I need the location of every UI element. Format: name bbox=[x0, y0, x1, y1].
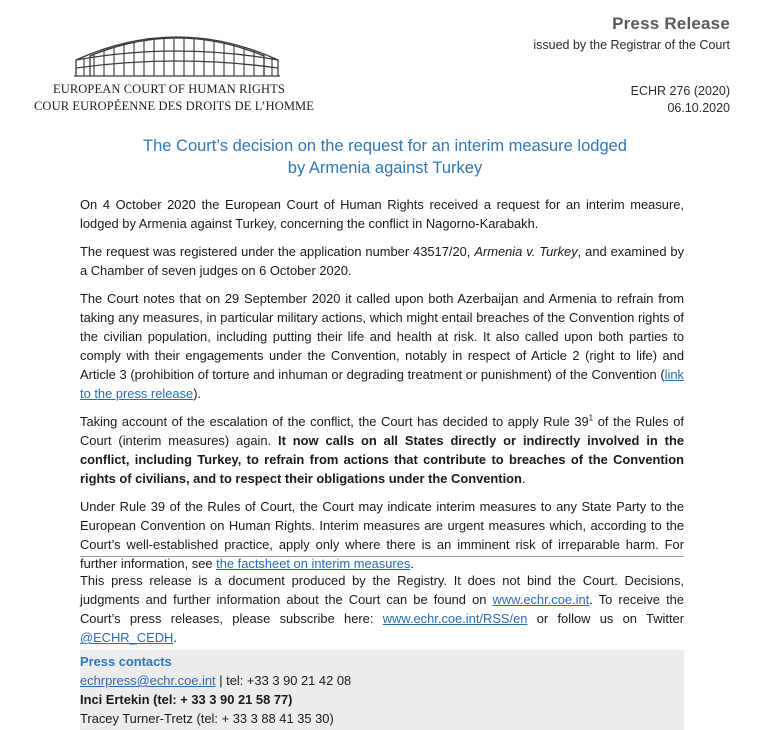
paragraph-3-text-a: The Court notes that on 29 September 2020 it called upon both Azerbaijan and Armenia to refrain from taking any measures, in particular military actions, which might entail breaches of the Convention rights of the civilian population, including putting their life and health at risk. It also called upon both parties to comply with their engagements under the Convention, notably in respect of Article 2 (right to life) and Article 3 (prohibition of torture and inhuman or degrading treatment or punishment) of the Convention ( bbox=[80, 291, 684, 382]
court-name-en: EUROPEAN COURT OF HUMAN RIGHTS bbox=[53, 82, 285, 96]
press-release-label: Press Release bbox=[612, 14, 730, 33]
paragraph-4-text-c: . bbox=[521, 471, 526, 486]
paragraph-4-bold: It now calls on all States directly or indirectly involved in the conflict, including Turkey, to refrain from actions that contribute to breaches of the Convention rights of civilians, and to respect their obligations under the Convention bbox=[80, 433, 684, 486]
contact-1-text: Inci Ertekin (tel: + 33 3 90 21 58 77) bbox=[80, 692, 293, 707]
title-line-2: by Armenia against Turkey bbox=[287, 159, 483, 177]
paragraph-3-text-b: ). bbox=[193, 386, 202, 401]
paragraph-4 bbox=[80, 412, 684, 488]
reference-number: ECHR 276 (2020) bbox=[630, 84, 730, 98]
paragraph-1: On 4 October 2020 the European Court of Human Rights received a request for an interim measure, lodged by Armenia against Turkey, concerning the conflict in Nagorno-Karabakh. bbox=[80, 197, 684, 231]
footer-text-d: . bbox=[173, 630, 177, 645]
paragraph-5-text-a: Under Rule 39 of the Rules of Court, the Court may indicate interim measures to any State Party to the European Convention on Human Rights. Interim measures are urgent measures which, according to the Court’s well-established practice, apply only where there is an imminent risk of irreparable harm. For further information, see bbox=[80, 499, 684, 571]
paragraph-2 bbox=[80, 242, 684, 280]
press-email-line bbox=[80, 671, 684, 690]
press-email-link[interactable]: echrpress@echr.coe.int bbox=[80, 673, 216, 688]
article-body bbox=[80, 195, 684, 582]
paragraph-2-text-b: , and examined by a Chamber of seven judges on 6 October 2020. bbox=[80, 244, 685, 278]
paragraph-4-text-b: of the Rules of Court (interim measures) again. bbox=[80, 414, 684, 448]
contact-2: Tracey Turner-Tretz (tel: + 33 3 88 41 35 30) bbox=[80, 711, 334, 726]
paragraph-2-text-a: The request was registered under the application number 43517/20, bbox=[80, 244, 475, 259]
case-name: Armenia v. Turkey bbox=[474, 244, 578, 259]
paragraph-3 bbox=[80, 289, 684, 403]
page-title bbox=[80, 135, 690, 179]
footer-text-c: or follow us on Twitter bbox=[527, 611, 684, 626]
paragraph-5 bbox=[80, 497, 684, 573]
footer-text-a: This press release is a document produced by the Registry. It does not bind the Court. Decisions, judgments and further information about the Court can be found on bbox=[80, 573, 684, 607]
court-logo bbox=[50, 20, 310, 78]
echr-website-link[interactable]: www.echr.coe.int bbox=[492, 592, 590, 607]
rss-link[interactable]: www.echr.coe.int/RSS/en bbox=[382, 611, 528, 626]
footer-divider bbox=[80, 556, 684, 557]
court-building-logo-icon bbox=[72, 20, 282, 78]
issued-by-label: issued by the Registrar of the Court bbox=[533, 38, 730, 52]
twitter-link[interactable]: @ECHR_CEDH bbox=[80, 630, 174, 645]
footer-text-b: . To receive the Court’s press releases, please subscribe here: bbox=[80, 592, 684, 626]
paragraph-4-text-a: Taking account of the escalation of the conflict, the Court has decided to apply Rule 39 bbox=[80, 414, 589, 429]
footer-text bbox=[80, 571, 684, 647]
press-contacts-box bbox=[80, 650, 684, 730]
paragraph-5-text-b: . bbox=[410, 556, 414, 571]
press-contacts-heading: Press contacts bbox=[80, 654, 172, 669]
court-name-fr: COUR EUROPÉENNE DES DROITS DE L’HOMME bbox=[34, 99, 314, 113]
factsheet-link[interactable]: the factsheet on interim measures bbox=[216, 556, 411, 571]
press-release-link[interactable]: link to the press release bbox=[80, 367, 684, 401]
footnote-ref[interactable]: 1 bbox=[588, 413, 594, 423]
contact-1 bbox=[80, 690, 684, 709]
release-date: 06.10.2020 bbox=[667, 101, 730, 115]
press-email-tel: | tel: +33 3 90 21 42 08 bbox=[215, 673, 352, 688]
title-line-1: The Court’s decision on the request for an interim measure lodged bbox=[143, 137, 627, 155]
